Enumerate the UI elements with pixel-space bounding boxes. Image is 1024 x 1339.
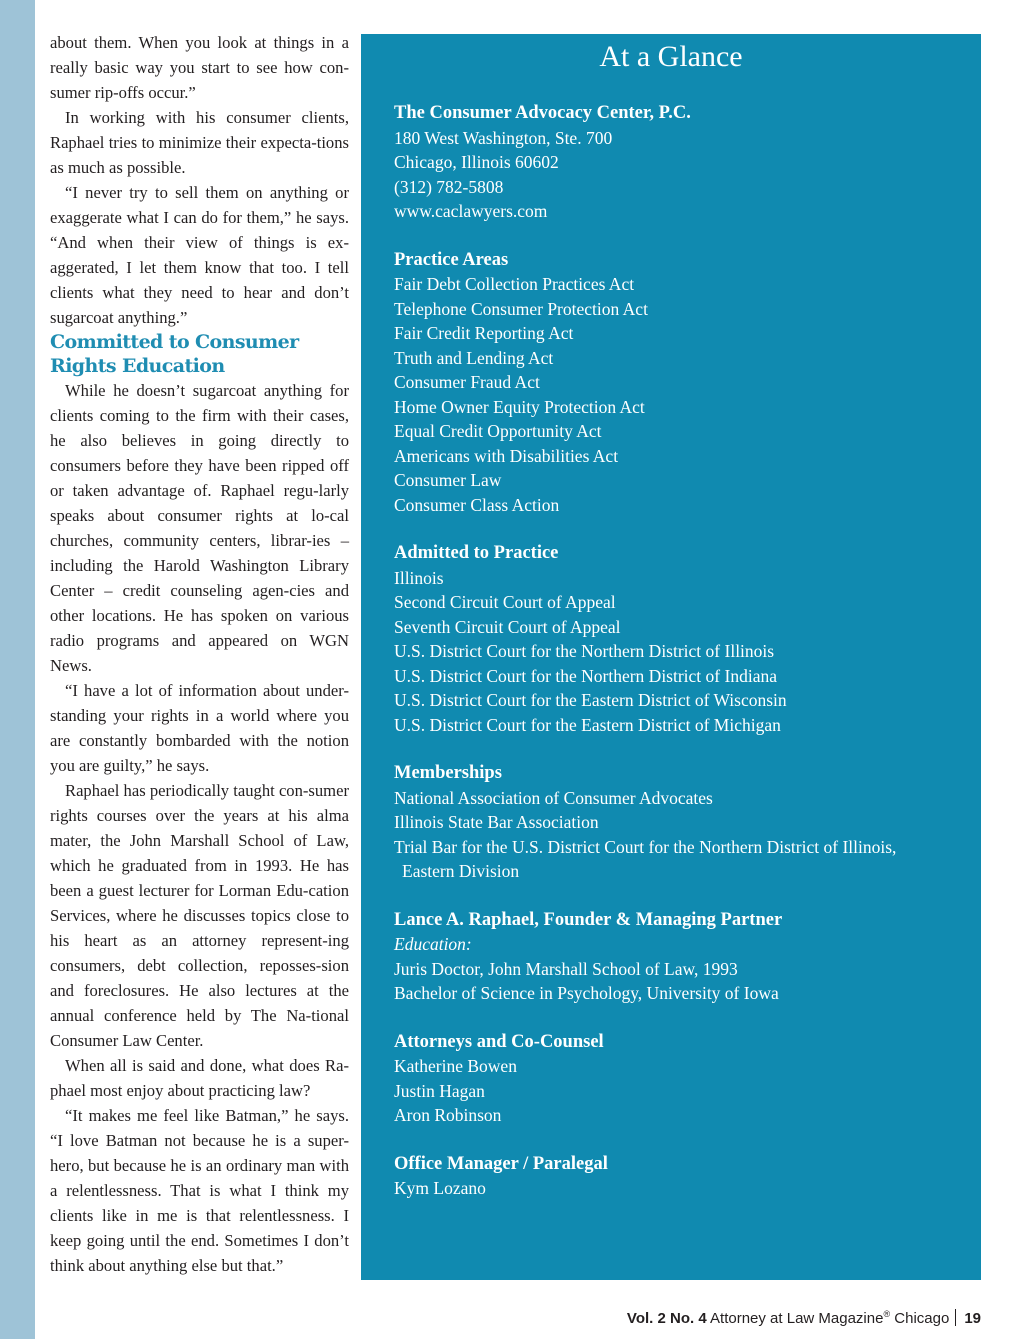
article-paragraph: “I never try to sell them on anything or exaggerate what I can do for them,” he says. “And when their view of things is ex-aggerated, I let them know that too. I tell clients what they need to hear and don’t sugarcoat anything.” [50, 183, 349, 327]
registered-mark: ® [883, 1309, 891, 1319]
office-staff-name: Kym Lozano [394, 1178, 486, 1198]
membership-item: Trial Bar for the U.S. District Court for the Northern District of Illinois, [394, 836, 897, 857]
firm-contact-line-list [394, 126, 981, 224]
practice-areas-heading: Practice Areas [394, 249, 509, 270]
practice-area-item: Consumer Fraud Act [394, 372, 540, 392]
footer-magazine: Attorney at Law Magazine [710, 1310, 884, 1327]
article-paragraphs-top [50, 30, 349, 330]
admitted-court-item: Seventh Circuit Court of Appeal [394, 616, 621, 637]
article-paragraph: When all is said and done, what does Ra-phael most enjoy about practicing law? [50, 1056, 349, 1100]
firm-contact-line: Chicago, Illinois 60602 [394, 152, 559, 172]
membership-item: National Association of Consumer Advocates [394, 787, 713, 808]
practice-area-item: Fair Debt Collection Practices Act [394, 274, 635, 294]
article-paragraph: “It makes me feel like Batman,” he says. “I love Batman not because he is a super-hero, but because he is an ordinary man with a relentlessness. That is what I think my clients like in me is that relentlessness. I keep going until the end. Sometimes I don’t think about anything else but that.” [50, 1106, 349, 1275]
admitted-court-item: U.S. District Court for the Eastern District of Michigan [394, 714, 781, 735]
founder-block [394, 908, 981, 1006]
office-staff-name-list [394, 1176, 981, 1201]
education-label: Education: [394, 934, 472, 954]
left-margin-stripe [0, 0, 35, 1339]
article-subheading: Committed to Consumer Rights Education [50, 331, 299, 377]
attorneys-block [394, 1030, 981, 1128]
article-paragraph: While he doesn’t sugarcoat anything for clients coming to the firm with their cases, he also believes in going directly to consumers before they have been ripped off or taken advantage of. Raphael regu-larly speaks about consumer rights at lo-cal churches, community centers, librar-ies – including the Harold Washington Library Center – credit counseling agen-cies and other locations. He has spoken on various radio programs and appeared on WGN News. [50, 381, 349, 675]
admitted-block [394, 541, 981, 737]
education-item-list [394, 957, 981, 1006]
practice-area-item: Consumer Law [394, 470, 502, 490]
admitted-court-item: Illinois [394, 567, 444, 588]
firm-contact-line: www.caclawyers.com [394, 201, 548, 221]
office-heading: Office Manager / Paralegal [394, 1153, 608, 1174]
firm-contact-line: 180 West Washington, Ste. 700 [394, 127, 613, 148]
firm-contact-line: (312) 782-5808 [394, 176, 504, 197]
page-footer [627, 1303, 981, 1325]
admitted-court-item: U.S. District Court for the Eastern District of Wisconsin [394, 690, 787, 710]
membership-item-list [394, 786, 981, 860]
attorney-name-list [394, 1054, 981, 1128]
footer-city: Chicago [894, 1310, 950, 1327]
practice-area-item: Consumer Class Action [394, 494, 560, 515]
education-item: Juris Doctor, John Marshall School of Law, 1993 [394, 958, 738, 979]
practice-area-item: Home Owner Equity Protection Act [394, 396, 645, 417]
attorney-name: Katherine Bowen [394, 1056, 517, 1076]
memberships-heading: Memberships [394, 763, 502, 783]
firm-name: The Consumer Advocacy Center, P.C. [394, 103, 691, 123]
attorney-name: Aron Robinson [394, 1105, 502, 1125]
practice-area-item: Fair Credit Reporting Act [394, 323, 574, 343]
practice-area-item-list [394, 272, 981, 517]
article-paragraph: about them. When you look at things in a really basic way you start to see how con-sumer rip-offs occur.” [50, 33, 349, 102]
practice-area-item: Telephone Consumer Protection Act [394, 298, 648, 319]
attorney-name: Justin Hagan [394, 1080, 485, 1101]
at-a-glance-sidebar [361, 34, 981, 1280]
article-paragraph: “I have a lot of information about under-standing your rights in a world where you are constantly bombarded with the notion you are guilty,” he says. [50, 681, 349, 775]
admitted-court-item-list [394, 566, 981, 738]
founder-heading: Lance A. Raphael, Founder & Managing Partner [394, 909, 783, 930]
education-item: Bachelor of Science in Psychology, University of Iowa [394, 983, 779, 1003]
footer-divider [955, 1309, 956, 1326]
admitted-heading: Admitted to Practice [394, 543, 559, 563]
practice-area-item: Equal Credit Opportunity Act [394, 421, 602, 441]
practice-areas-block [394, 248, 981, 518]
admitted-court-item: U.S. District Court for the Northern District of Illinois [394, 641, 775, 661]
admitted-court-item: Second Circuit Court of Appeal [394, 592, 616, 612]
article-paragraph: Raphael has periodically taught con-sumer rights courses over the years at his alma mater, the John Marshall School of Law, which he graduated from in 1993. He has been a guest lecturer for Lorman Edu-cation Services, where he discusses topics close to his heart as an attorney represent-ing consumers, debt collection, reposses-sion and foreclosures. He also lectures at the annual conference held by The Na-tional Consumer Law Center. [50, 781, 349, 1050]
page-number: 19 [964, 1310, 981, 1327]
article-paragraph: In working with his consumer clients, Raphael tries to minimize their expecta-tions as much as possible. [50, 108, 349, 177]
article-paragraphs-bottom [50, 378, 349, 1278]
membership-continuation: Eastern Division [402, 861, 520, 881]
attorneys-heading: Attorneys and Co-Counsel [394, 1031, 604, 1052]
footer-volume: Vol. 2 No. 4 [626, 1310, 707, 1327]
membership-item: Illinois State Bar Association [394, 812, 599, 832]
practice-area-item: Truth and Lending Act [394, 347, 554, 368]
sidebar-title: At a Glance [599, 40, 743, 73]
firm-info-block [394, 101, 981, 224]
memberships-block [394, 761, 981, 884]
office-block [394, 1152, 981, 1201]
admitted-court-item: U.S. District Court for the Northern District of Indiana [394, 665, 777, 686]
article-column [50, 30, 349, 1278]
practice-area-item: Americans with Disabilities Act [394, 445, 619, 466]
